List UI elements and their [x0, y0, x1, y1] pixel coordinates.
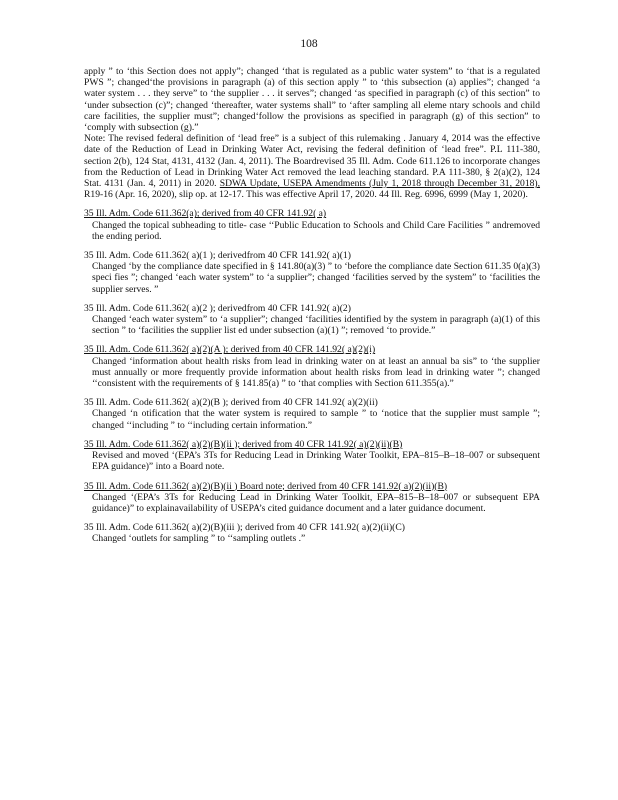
entry-change-description: Changed ‘outlets for sampling ” to ‘‘sampling outlets .”: [92, 533, 306, 545]
page-content: [84, 66, 540, 545]
derivation-entry: [84, 250, 540, 295]
intro-paragraph: apply ” to ‘this Section does not apply”; changed ‘that is regulated as a public water system” to ‘that is a regulated PWS ”; changed‘the provisions in paragraph (a) of this section apply ” to ‘this subsection (a) applies”; changed ‘a water system . . . they serve” to ‘the supplier . . . it serves”; changed ‘as specified in paragraph (c) of this section” to ‘under subsection (c)”; changed ‘thereafter, water systems shall” to ‘after sampling all eleme ntary schools and child care facilities, the supplier must”; changed‘follow the provisions as specified in paragraph (g) of this section” to ‘comply with subsection (g).”: [84, 66, 540, 134]
note-text-underlined: SDWA Update, USEPA Amendments (July 1, 2018 through December 31, 2018),: [219, 178, 541, 190]
derivation-entry: [84, 522, 540, 544]
derivation-entry: [84, 303, 540, 337]
entry-change-description: Changed ‘n otification that the water system is required to sample ” to ‘notice that the supplier must sample ”; changed ‘‘including ” to ‘‘including certain information.”: [92, 408, 540, 431]
entry-change-description: Changed ‘by the compliance date specified in § 141.80(a)(3) ” to ‘before the compliance date Section 611.35 0(a)(3) speci fies ”; changed ‘each water system” to ‘a supplier”; changed ‘facilities served by the system” to ‘facilities the supplier serves. ”: [92, 261, 540, 295]
derivation-entry: [84, 397, 540, 431]
entry-change-description: Changed ‘each water system” to ‘a supplier”; changed ‘facilities identified by the system in paragraph (a)(1) of this section ” to ‘facilities the supplier list ed under subsection (a)(1) ”; removed ‘to provide.”: [92, 314, 540, 337]
note-text-after: R19-16 (Apr. 16, 2020), slip op. at 12-17. This was effective April 17, 2020. 44 Ill. Reg. 6996, 6999 (May 1, 2020).: [84, 189, 528, 201]
derivation-entry: [84, 208, 540, 242]
lead-free-note: [84, 133, 540, 200]
page-number: 108: [300, 38, 318, 50]
entry-change-description: Changed ‘information about health risks from lead in drinking water on at least an annual ba sis” to ‘the supplier must annually or more frequently provide information about health risks from lead in drinking water ”; changed ‘‘consistent with the requirements of § 141.85(a) ” to ‘that complies with Section 611.355(a).”: [92, 355, 540, 390]
note-text-before: Note: The revised federal definition of ‘lead free” is a subject of this rulemaking . January 4, 2014 was the effective date of the Reduction of Lead in Drinking Water Act, revising the federal definition of ‘lead free”. P.L 111-380, section 2(b), 124 Stat, 4131, 4132 (Jan. 4, 2011). The Boardrevised 35 Ill. Adm. Code 611.126 to incorporate changes from the Reduction of Lead in Drinking Water Act removed the lead leaching standard. P.A 111-380, § 2(a)(2), 124 Stat. 4131 (Jan. 4, 2011) in 2020.: [84, 133, 540, 190]
entry-change-description: Changed the topical subheading to title- case ‘‘Public Education to Schools and Child Care Facilities ” andremoved the ending period.: [92, 219, 540, 242]
entry-citation-heading: 35 Ill. Adm. Code 611.362( a)(2 ); derivedfrom 40 CFR 141.92( a)(2): [84, 302, 351, 314]
derivation-entries: [84, 208, 540, 544]
entry-citation-heading: 35 Ill. Adm. Code 611.362(a); derived from 40 CFR 141.92( a): [84, 208, 327, 220]
entry-citation-heading: 35 Ill. Adm. Code 611.362( a)(2)(B ); derived from 40 CFR 141.92( a)(2)(ii): [84, 397, 378, 409]
entry-change-description: Revised and moved ‘(EPA’s 3Ts for Reducing Lead in Drinking Water Toolkit, EPA–815–B–18–007 or subsequent EPA guidance)” into a Board note.: [92, 450, 540, 473]
entry-citation-heading: 35 Ill. Adm. Code 611.362( a)(2)(B)(iii ); derived from 40 CFR 141.92( a)(2)(ii)(C): [84, 522, 405, 534]
entry-citation-heading: 35 Ill. Adm. Code 611.362( a)(1 ); derivedfrom 40 CFR 141.92( a)(1): [84, 250, 351, 262]
derivation-entry: [84, 481, 540, 515]
entry-citation-heading: 35 Ill. Adm. Code 611.362( a)(2)(B)(ii ) Board note; derived from 40 CFR 141.92( a)(2)(ii)(B): [84, 480, 448, 492]
derivation-entry: [84, 439, 540, 473]
entry-change-description: Changed ‘(EPA’s 3Ts for Reducing Lead in Drinking Water Toolkit, EPA–815–B–18–007 or subsequent EPA guidance)” to explainavailability of USEPA’s cited guidance document and a later guidance document.: [92, 491, 540, 514]
entry-citation-heading: 35 Ill. Adm. Code 611.362( a)(2)(B)(ii ); derived from 40 CFR 141.92( a)(2)(ii)(B): [84, 438, 403, 450]
derivation-entry: [84, 344, 540, 389]
entry-citation-heading: 35 Ill. Adm. Code 611.362( a)(2)(A ); derived from 40 CFR 141.92( a)(2)(i): [84, 344, 376, 356]
